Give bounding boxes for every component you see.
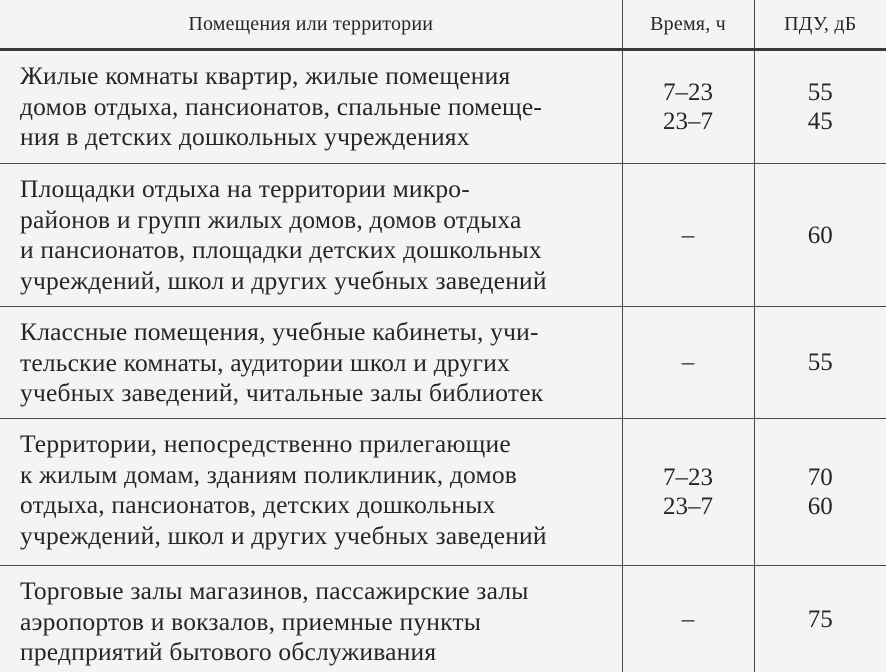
area-line: Торговые залы магазинов, пассажирские залы xyxy=(20,576,529,606)
level-value: 60 xyxy=(807,493,833,521)
area-line: отдыха, пансионатов, детских дошкольных xyxy=(20,490,496,520)
table-row xyxy=(0,307,886,419)
area-line: Классные помещения, учебные кабинеты, учи- xyxy=(20,317,539,347)
area-line: учреждений, школ и других учебных заведений xyxy=(20,520,547,550)
time-cell xyxy=(622,566,754,672)
level-cell xyxy=(754,566,886,672)
time-value: 23–7 xyxy=(663,493,713,521)
table-row xyxy=(0,50,886,164)
area-line: учебных заведений, читальные залы библиотек xyxy=(20,378,544,408)
time-cell xyxy=(622,419,754,566)
header-row xyxy=(0,0,886,50)
header-time: Время, ч xyxy=(622,0,754,50)
time-value: – xyxy=(681,221,695,249)
level-value: 75 xyxy=(807,605,833,633)
area-cell xyxy=(0,50,622,164)
area-line: домов отдыха, пансионатов, спальные помеще- xyxy=(20,91,543,121)
level-cell xyxy=(754,307,886,419)
level-value: 45 xyxy=(807,108,833,136)
area-line: районов и групп жилых домов, домов отдыха xyxy=(20,204,522,234)
time-value: 23–7 xyxy=(663,108,713,136)
area-line: и пансионатов, площадки детских дошкольных xyxy=(20,235,542,265)
level-cell xyxy=(754,50,886,164)
area-line: Площадки отдыха на территории микро- xyxy=(20,174,470,204)
table-row xyxy=(0,566,886,672)
level-cell xyxy=(754,164,886,307)
area-line: Жилые комнаты квартир, жилые помещения xyxy=(20,61,511,90)
area-cell xyxy=(0,307,622,419)
time-cell xyxy=(622,307,754,419)
area-line: учреждений, школ и других учебных заведений xyxy=(20,265,547,295)
level-value: 60 xyxy=(807,221,833,249)
area-line: тельские комнаты, аудитории школ и других xyxy=(20,347,510,377)
header-level: ПДУ, дБ xyxy=(754,0,886,50)
area-line: аэропортов и вокзалов, приемные пункты xyxy=(20,606,482,636)
table-header xyxy=(0,0,886,50)
area-line: предприятий бытового обслуживания xyxy=(20,637,437,667)
area-cell xyxy=(0,164,622,307)
table-row xyxy=(0,419,886,566)
time-cell xyxy=(622,50,754,164)
area-line: ния в детских дошкольных учреждениях xyxy=(20,122,470,151)
table-row xyxy=(0,164,886,307)
area-line: к жилым домам, зданиям поликлиник, домов xyxy=(20,459,518,489)
header-area: Помещения или территории xyxy=(0,0,622,50)
area-line: Территории, непосредственно прилегающие xyxy=(20,429,511,459)
time-value: 7–23 xyxy=(663,79,713,107)
level-value: 55 xyxy=(807,79,833,107)
level-value: 55 xyxy=(807,349,833,377)
area-cell xyxy=(0,566,622,672)
time-value: 7–23 xyxy=(663,464,713,492)
time-cell xyxy=(622,164,754,307)
time-value: – xyxy=(681,605,695,633)
area-cell xyxy=(0,419,622,566)
level-cell xyxy=(754,419,886,566)
level-value: 70 xyxy=(807,464,833,492)
time-value: – xyxy=(681,349,695,377)
table-body xyxy=(0,50,886,672)
